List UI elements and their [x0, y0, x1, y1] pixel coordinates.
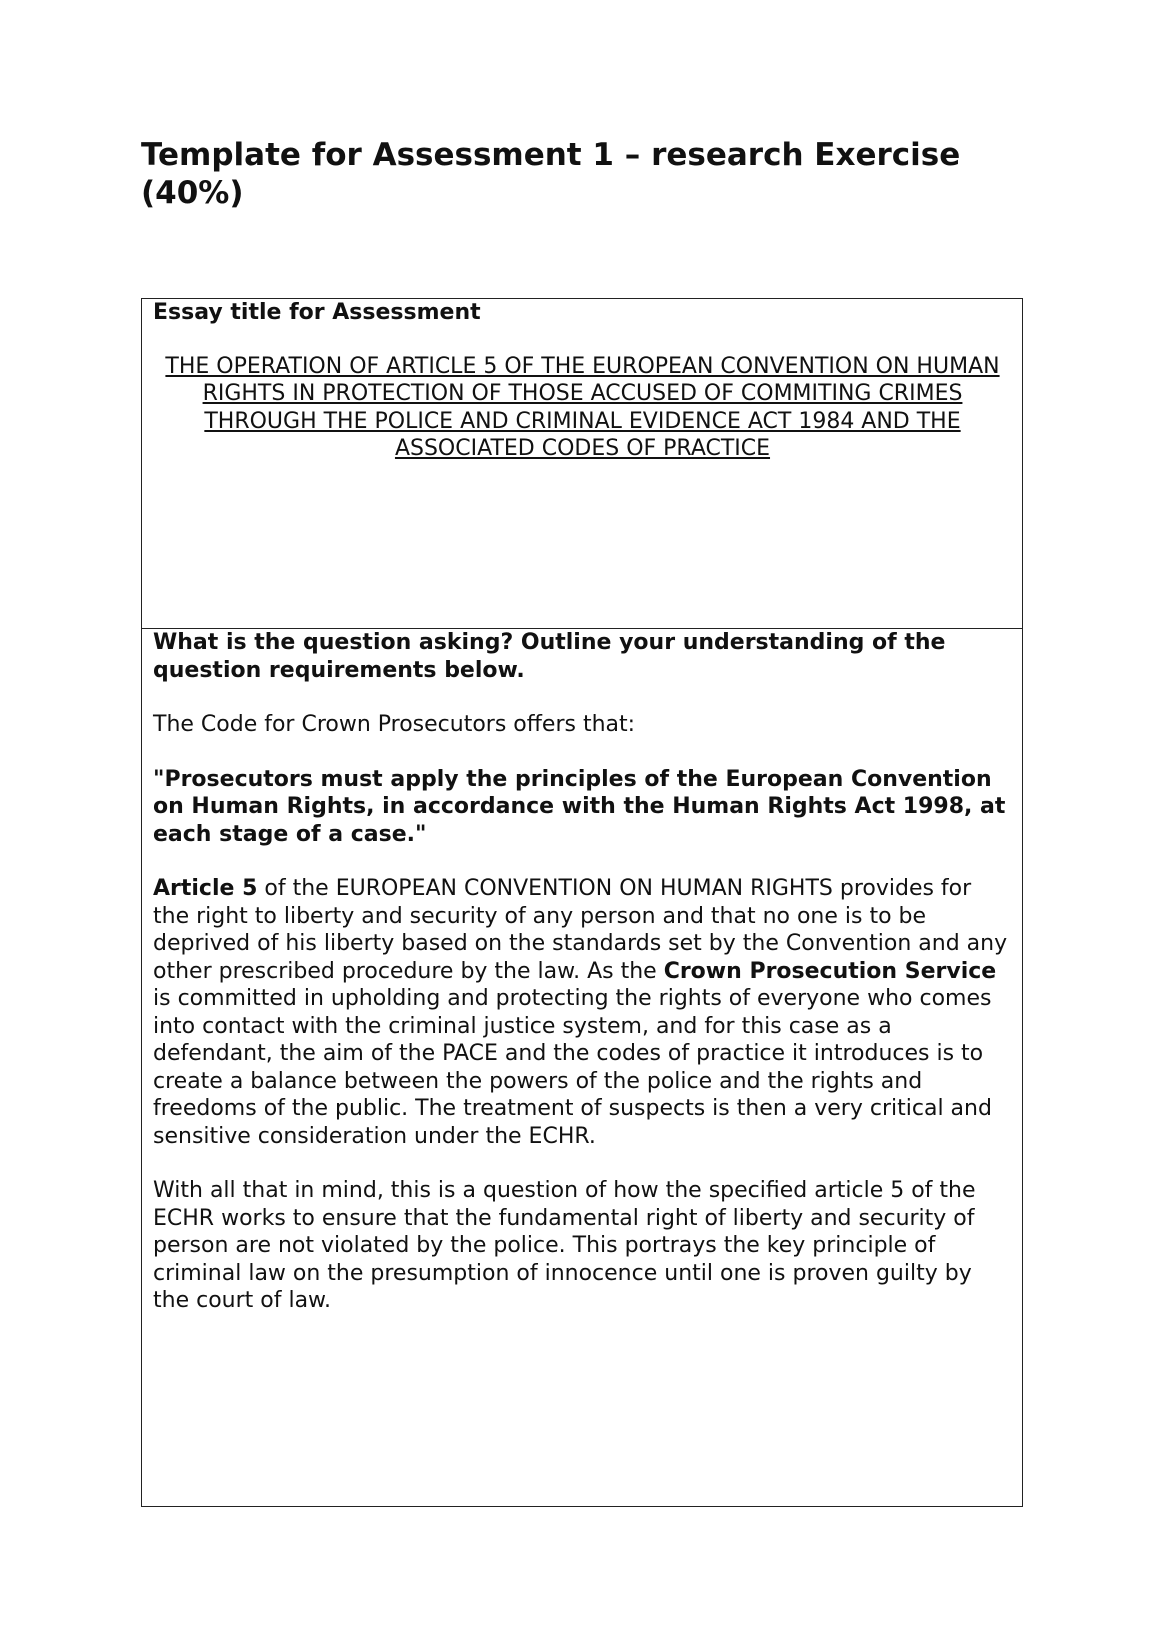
article-paragraph-part-2: is committed in upholding and protecting the rights of everyone who comes into contact with the criminal justice system, and for this case as a defendant, the aim of the PACE and the codes of practice it introduces is to create a balance between the powers of the police and the rights and freedoms of the public. The treatment of suspects is then a very critical and sensitive consideration under the ECHR. — [153, 986, 992, 1149]
page-title: Template for Assessment 1 – research Exercise (40%) — [141, 137, 961, 211]
article-paragraph — [153, 875, 1012, 1150]
intro-paragraph: The Code for Crown Prosecutors offers that: — [153, 712, 636, 737]
article-5-label: Article 5 — [153, 876, 258, 901]
question-cell — [142, 629, 1022, 1506]
quote-paragraph: "Prosecutors must apply the principles of the European Convention on Human Rights, in accordance with the Human Rights Act 1998, at each stage of a case." — [153, 766, 1006, 847]
conclusion-paragraph: With all that in mind, this is a question of how the specified article 5 of the ECHR works to ensure that the fundamental right of liberty and security of person are not violated by the police. This portrays the key principle of criminal law on the presumption of innocence until one is proven guilty by the court of law. — [153, 1178, 976, 1313]
assessment-form-table — [141, 298, 1023, 1507]
essay-title-heading: Essay title for Assessment — [153, 300, 481, 325]
article-paragraph-part-1: of the EUROPEAN CONVENTION ON HUMAN RIGHTS provides for the right to liberty and security of any person and that no one is to be deprived of his liberty based on the standards set by the Convention and any other prescribed procedure by the law. As the — [153, 876, 1008, 984]
essay-title-text: THE OPERATION OF ARTICLE 5 OF THE EUROPEAN CONVENTION ON HUMAN RIGHTS IN PROTECTION OF THOSE ACCUSED OF COMMITING CRIMES THROUGH THE POLICE AND CRIMINAL EVIDENCE ACT 1984 AND THE ASSOCIATED CODES OF PRACTICE — [165, 353, 1000, 461]
essay-title-cell — [142, 299, 1022, 629]
question-heading: What is the question asking? Outline your understanding of the question requirements below. — [153, 630, 946, 683]
cps-label: Crown Prosecution Service — [663, 958, 997, 984]
